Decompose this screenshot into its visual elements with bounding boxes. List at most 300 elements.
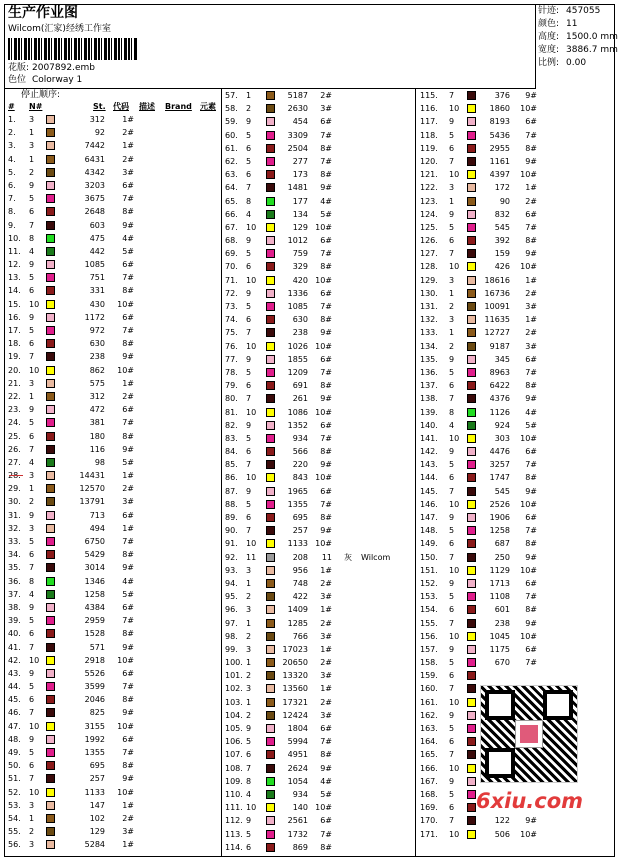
row-stitches: 691 [292, 381, 308, 391]
row-code: 5# [122, 589, 134, 599]
row-needle: 5 [29, 748, 35, 757]
row-stitches: 177 [292, 196, 308, 206]
row-index: 158. [420, 658, 438, 668]
color-swatch [467, 91, 476, 100]
row-code: 10# [520, 499, 537, 509]
row-index: 12. [8, 260, 21, 270]
barcode-image [8, 38, 138, 60]
row-code: 8# [320, 143, 332, 153]
row-needle: 2 [29, 167, 35, 177]
table-row [5, 561, 221, 574]
row-needle: 1 [29, 128, 35, 138]
table-row [5, 324, 221, 337]
stop-sequence-column-1 [5, 89, 222, 857]
row-code: 1# [525, 315, 537, 325]
row-needle: 6 [246, 315, 252, 325]
color-swatch [46, 827, 55, 836]
table-row [222, 762, 415, 775]
color-swatch [467, 302, 476, 311]
row-index: 52. [8, 787, 21, 797]
stat-label: 高度: [538, 32, 560, 42]
row-code: 10# [520, 631, 537, 641]
row-needle: 7 [246, 394, 252, 404]
row-index: 130. [420, 288, 438, 298]
stat-label: 宽度: [538, 45, 560, 55]
row-index: 49. [8, 748, 21, 757]
table-row [416, 630, 616, 643]
row-needle: 6 [246, 447, 252, 457]
row-needle: 5 [246, 249, 252, 259]
table-row [416, 353, 616, 366]
row-index: 7. [8, 194, 16, 204]
row-index: 86. [225, 473, 238, 483]
color-swatch [467, 671, 476, 680]
row-index: 39. [8, 616, 21, 626]
color-swatch [46, 247, 55, 256]
table-row [5, 350, 221, 363]
row-needle: 3 [29, 115, 35, 124]
row-index: 114. [225, 842, 243, 852]
row-index: 81. [225, 407, 238, 417]
table-row [222, 841, 415, 854]
table-row [5, 403, 221, 416]
color-swatch [46, 221, 55, 230]
col-header-description: 描述 [139, 102, 155, 111]
row-stitches: 934 [292, 789, 308, 799]
row-code: 8# [320, 315, 332, 325]
row-stitches: 5187 [287, 91, 308, 100]
table-row [5, 430, 221, 443]
row-code: 1# [320, 605, 332, 615]
row-needle: 9 [449, 644, 455, 654]
row-needle: 5 [246, 499, 252, 509]
row-index: 3. [8, 141, 16, 151]
row-needle: 9 [449, 776, 455, 786]
color-swatch [46, 761, 55, 770]
row-code: 6# [320, 420, 332, 430]
row-needle: 1 [449, 288, 455, 298]
color-swatch [46, 682, 55, 691]
row-stitches: 475 [89, 233, 105, 243]
color-swatch [467, 170, 476, 179]
row-needle: 1 [246, 697, 252, 707]
row-stitches: 129 [89, 827, 105, 837]
row-index: 17. [8, 326, 21, 335]
row-stitches: 1175 [489, 644, 510, 654]
color-swatch [467, 764, 476, 773]
row-code: 2# [525, 328, 537, 338]
row-needle: 10 [449, 697, 460, 707]
row-stitches: 90 [499, 196, 510, 206]
row-stitches: 5436 [489, 130, 510, 140]
row-code: 10# [520, 262, 537, 272]
row-needle: 3 [29, 523, 35, 533]
row-code: 7# [320, 499, 332, 509]
design-file-value: 2007892.emb [32, 63, 95, 73]
row-code: 6# [525, 513, 537, 522]
row-stitches: 1012 [287, 236, 308, 246]
row-index: 146. [420, 499, 438, 509]
row-needle: 5 [29, 616, 35, 626]
row-code: 9# [320, 763, 332, 773]
row-stitches: 862 [89, 365, 105, 375]
table-row [222, 379, 415, 392]
row-index: 141. [420, 433, 438, 443]
row-index: 83. [225, 433, 238, 443]
row-needle: 7 [29, 352, 35, 362]
color-swatch [46, 273, 55, 282]
row-needle: 2 [246, 104, 252, 114]
row-stitches: 759 [292, 249, 308, 259]
row-index: 170. [420, 816, 438, 826]
row-index: 55. [8, 827, 21, 837]
row-stitches: 238 [89, 352, 105, 362]
table-row [416, 485, 616, 498]
row-index: 154. [420, 605, 438, 615]
row-stitches: 13791 [79, 497, 105, 507]
row-code: 2# [122, 154, 134, 164]
row-code: 3# [320, 104, 332, 114]
table-row [222, 142, 415, 155]
row-needle: 7 [449, 684, 455, 694]
row-stitches: 5284 [84, 840, 105, 850]
row-stitches: 3014 [84, 563, 105, 573]
row-code: 8# [320, 262, 332, 272]
color-swatch [467, 131, 476, 140]
row-index: 112. [225, 816, 243, 826]
row-code: 3# [320, 671, 332, 681]
color-swatch [467, 724, 476, 733]
row-stitches: 20650 [282, 658, 308, 668]
row-code: 3# [320, 631, 332, 641]
table-row [416, 326, 616, 339]
row-needle: 5 [29, 194, 35, 204]
row-needle: 7 [449, 394, 455, 404]
row-code: 3# [122, 827, 134, 837]
color-swatch [467, 539, 476, 548]
row-code: 4# [320, 776, 332, 786]
row-index: 56. [8, 840, 21, 850]
table-row [222, 590, 415, 603]
row-index: 60. [225, 130, 238, 140]
row-index: 36. [8, 576, 21, 586]
color-swatch [46, 708, 55, 717]
table-row [5, 575, 221, 588]
row-stitches: 4951 [287, 750, 308, 760]
row-code: 7# [122, 273, 134, 283]
row-stitches: 6750 [84, 537, 105, 546]
table-row [222, 722, 415, 735]
table-row [416, 274, 616, 287]
row-needle: 2 [29, 497, 35, 507]
row-index: 38. [8, 602, 21, 612]
table-row [222, 709, 415, 722]
row-needle: 9 [246, 724, 252, 733]
row-code: 7# [525, 526, 537, 536]
color-swatch [46, 194, 55, 203]
table-row [416, 300, 616, 313]
row-index: 116. [420, 104, 438, 114]
row-needle: 6 [246, 842, 252, 852]
color-swatch [46, 392, 55, 401]
row-index: 71. [225, 275, 238, 285]
row-code: 7# [122, 194, 134, 204]
row-stitches: 843 [292, 473, 308, 483]
table-row [5, 680, 221, 693]
stat-label: 针迹: [538, 6, 560, 16]
table-row [222, 617, 415, 630]
color-swatch [467, 342, 476, 351]
color-swatch [46, 141, 55, 150]
row-needle: 9 [246, 354, 252, 364]
color-swatch [46, 788, 55, 797]
row-stitches: 695 [89, 761, 105, 771]
row-code: 7# [525, 367, 537, 377]
table-row [416, 102, 616, 115]
row-stitches: 1133 [287, 539, 308, 549]
row-stitches: 8963 [489, 367, 510, 377]
row-code: 8# [320, 750, 332, 760]
row-code: 5# [320, 789, 332, 799]
row-index: 100. [225, 658, 243, 668]
row-code: 3# [122, 167, 134, 177]
table-row [416, 89, 616, 102]
row-needle: 10 [449, 829, 460, 839]
table-row [222, 89, 415, 102]
table-row [5, 258, 221, 271]
row-stitches: 3675 [84, 194, 105, 204]
row-index: 73. [225, 302, 238, 311]
table-row [416, 287, 616, 300]
table-row [416, 379, 616, 392]
table-row [416, 577, 616, 590]
stat-value: 11 [566, 19, 578, 29]
color-swatch [46, 260, 55, 269]
row-needle: 7 [246, 460, 252, 470]
row-stitches: 430 [89, 299, 105, 309]
row-stitches: 1336 [287, 288, 308, 298]
row-needle: 7 [449, 486, 455, 496]
table-row [5, 298, 221, 311]
row-index: 79. [225, 381, 238, 391]
table-row [5, 641, 221, 654]
table-row [222, 234, 415, 247]
row-stitches: 420 [292, 275, 308, 285]
row-code: 8# [122, 207, 134, 217]
row-needle: 8 [449, 407, 455, 417]
row-stitches: 7442 [84, 141, 105, 151]
row-index: 74. [225, 315, 238, 325]
row-needle: 7 [449, 816, 455, 826]
table-row [5, 601, 221, 614]
row-index: 46. [8, 708, 21, 718]
row-needle: 10 [449, 262, 460, 272]
table-row [222, 247, 415, 260]
row-code: 1# [320, 684, 332, 694]
row-code: 7# [525, 658, 537, 668]
row-index: 94. [225, 578, 238, 588]
color-swatch [467, 262, 476, 271]
row-stitches: 3203 [84, 180, 105, 190]
row-code: 4# [122, 576, 134, 586]
row-code: 10# [117, 721, 134, 731]
row-stitches: 172 [494, 183, 510, 193]
row-stitches: 98 [94, 457, 105, 467]
row-stitches: 566 [292, 447, 308, 457]
color-swatch [467, 394, 476, 403]
row-index: 64. [225, 183, 238, 193]
row-stitches: 426 [494, 262, 510, 272]
row-index: 84. [225, 447, 238, 457]
row-index: 104. [225, 710, 243, 720]
color-swatch [467, 408, 476, 417]
row-stitches: 1860 [489, 104, 510, 114]
row-needle: 10 [449, 104, 460, 114]
row-index: 14. [8, 286, 21, 296]
row-stitches: 3309 [287, 130, 308, 140]
row-stitches: 3257 [489, 460, 510, 470]
color-swatch [46, 814, 55, 823]
row-stitches: 261 [292, 394, 308, 404]
row-index: 132. [420, 315, 438, 325]
row-stitches: 250 [494, 552, 510, 562]
row-needle: 9 [246, 117, 252, 127]
table-row [5, 825, 221, 838]
row-needle: 4 [246, 789, 252, 799]
row-stitches: 1054 [287, 776, 308, 786]
row-code: 8# [320, 842, 332, 852]
table-row [416, 155, 616, 168]
row-code: 8# [122, 629, 134, 639]
color-swatch [46, 577, 55, 586]
row-needle: 9 [449, 513, 455, 522]
table-row [5, 390, 221, 403]
row-needle: 7 [246, 328, 252, 338]
red-marker-line [9, 475, 23, 479]
row-needle: 6 [449, 803, 455, 813]
row-needle: 10 [449, 433, 460, 443]
row-code: 6# [525, 117, 537, 127]
row-code: 6# [122, 668, 134, 678]
color-swatch [46, 168, 55, 177]
color-swatch [467, 368, 476, 377]
color-swatch [46, 695, 55, 704]
row-index: 99. [225, 644, 238, 654]
row-needle: 10 [29, 299, 40, 309]
color-swatch [46, 155, 55, 164]
row-needle: 7 [29, 708, 35, 718]
row-stitches: 12424 [282, 710, 308, 720]
color-swatch [46, 840, 55, 849]
color-swatch [46, 432, 55, 441]
row-stitches: 2918 [84, 655, 105, 665]
row-index: 142. [420, 447, 438, 457]
row-index: 120. [420, 156, 438, 166]
table-row [222, 801, 415, 814]
color-swatch [467, 315, 476, 324]
row-code: 5# [122, 457, 134, 467]
row-index: 67. [225, 222, 238, 232]
table-row [5, 377, 221, 390]
row-needle: 3 [29, 471, 35, 481]
color-swatch [467, 447, 476, 456]
row-code: 8# [525, 473, 537, 483]
row-needle: 8 [29, 233, 35, 243]
row-code: 6# [320, 354, 332, 364]
row-stitches: 345 [494, 354, 510, 364]
stat-row [536, 5, 616, 18]
row-needle: 5 [449, 367, 455, 377]
row-needle: 2 [246, 631, 252, 641]
row-needle: 9 [29, 734, 35, 744]
row-stitches: 5994 [287, 737, 308, 747]
row-needle: 2 [246, 592, 252, 602]
table-row [222, 458, 415, 471]
color-swatch [46, 181, 55, 190]
row-needle: 3 [246, 644, 252, 654]
row-code: 6# [122, 405, 134, 415]
row-index: 90. [225, 526, 238, 536]
header-block [5, 5, 536, 89]
row-stitches: 506 [494, 829, 510, 839]
row-stitches: 134 [292, 209, 308, 219]
table-row [416, 524, 616, 537]
row-stitches: 2561 [287, 816, 308, 826]
row-index: 32. [8, 523, 21, 533]
row-needle: 3 [449, 275, 455, 285]
color-swatch [467, 750, 476, 759]
table-row [5, 113, 221, 126]
color-swatch [467, 197, 476, 206]
stat-value: 3886.7 mm [566, 45, 618, 55]
table-row [222, 129, 415, 142]
row-index: 107. [225, 750, 243, 760]
table-row [416, 406, 616, 419]
color-swatch [46, 326, 55, 335]
row-index: 131. [420, 302, 438, 311]
row-code: 6# [320, 816, 332, 826]
row-stitches: 2630 [287, 104, 308, 114]
row-stitches: 13320 [282, 671, 308, 681]
row-stitches: 442 [89, 246, 105, 256]
color-swatch [467, 487, 476, 496]
col-header-needle: N# [29, 102, 43, 111]
row-index: 137. [420, 381, 438, 391]
row-index: 66. [225, 209, 238, 219]
color-swatch [467, 645, 476, 654]
row-code: 7# [525, 222, 537, 232]
col-header-index: # [8, 102, 15, 111]
color-swatch [467, 249, 476, 258]
table-row [416, 498, 616, 511]
row-index: 153. [420, 592, 438, 602]
table-row [416, 168, 616, 181]
row-index: 143. [420, 460, 438, 470]
row-needle: 4 [29, 589, 35, 599]
row-code: 9# [122, 444, 134, 454]
row-code: 8# [122, 431, 134, 441]
row-needle: 5 [29, 418, 35, 428]
table-row [416, 590, 616, 603]
row-code: 2# [122, 484, 134, 494]
row-index: 51. [8, 774, 21, 784]
color-swatch [467, 421, 476, 430]
row-needle: 6 [449, 605, 455, 615]
stat-row [536, 57, 616, 70]
row-index: 119. [420, 143, 438, 153]
row-index: 88. [225, 499, 238, 509]
row-index: 68. [225, 236, 238, 246]
